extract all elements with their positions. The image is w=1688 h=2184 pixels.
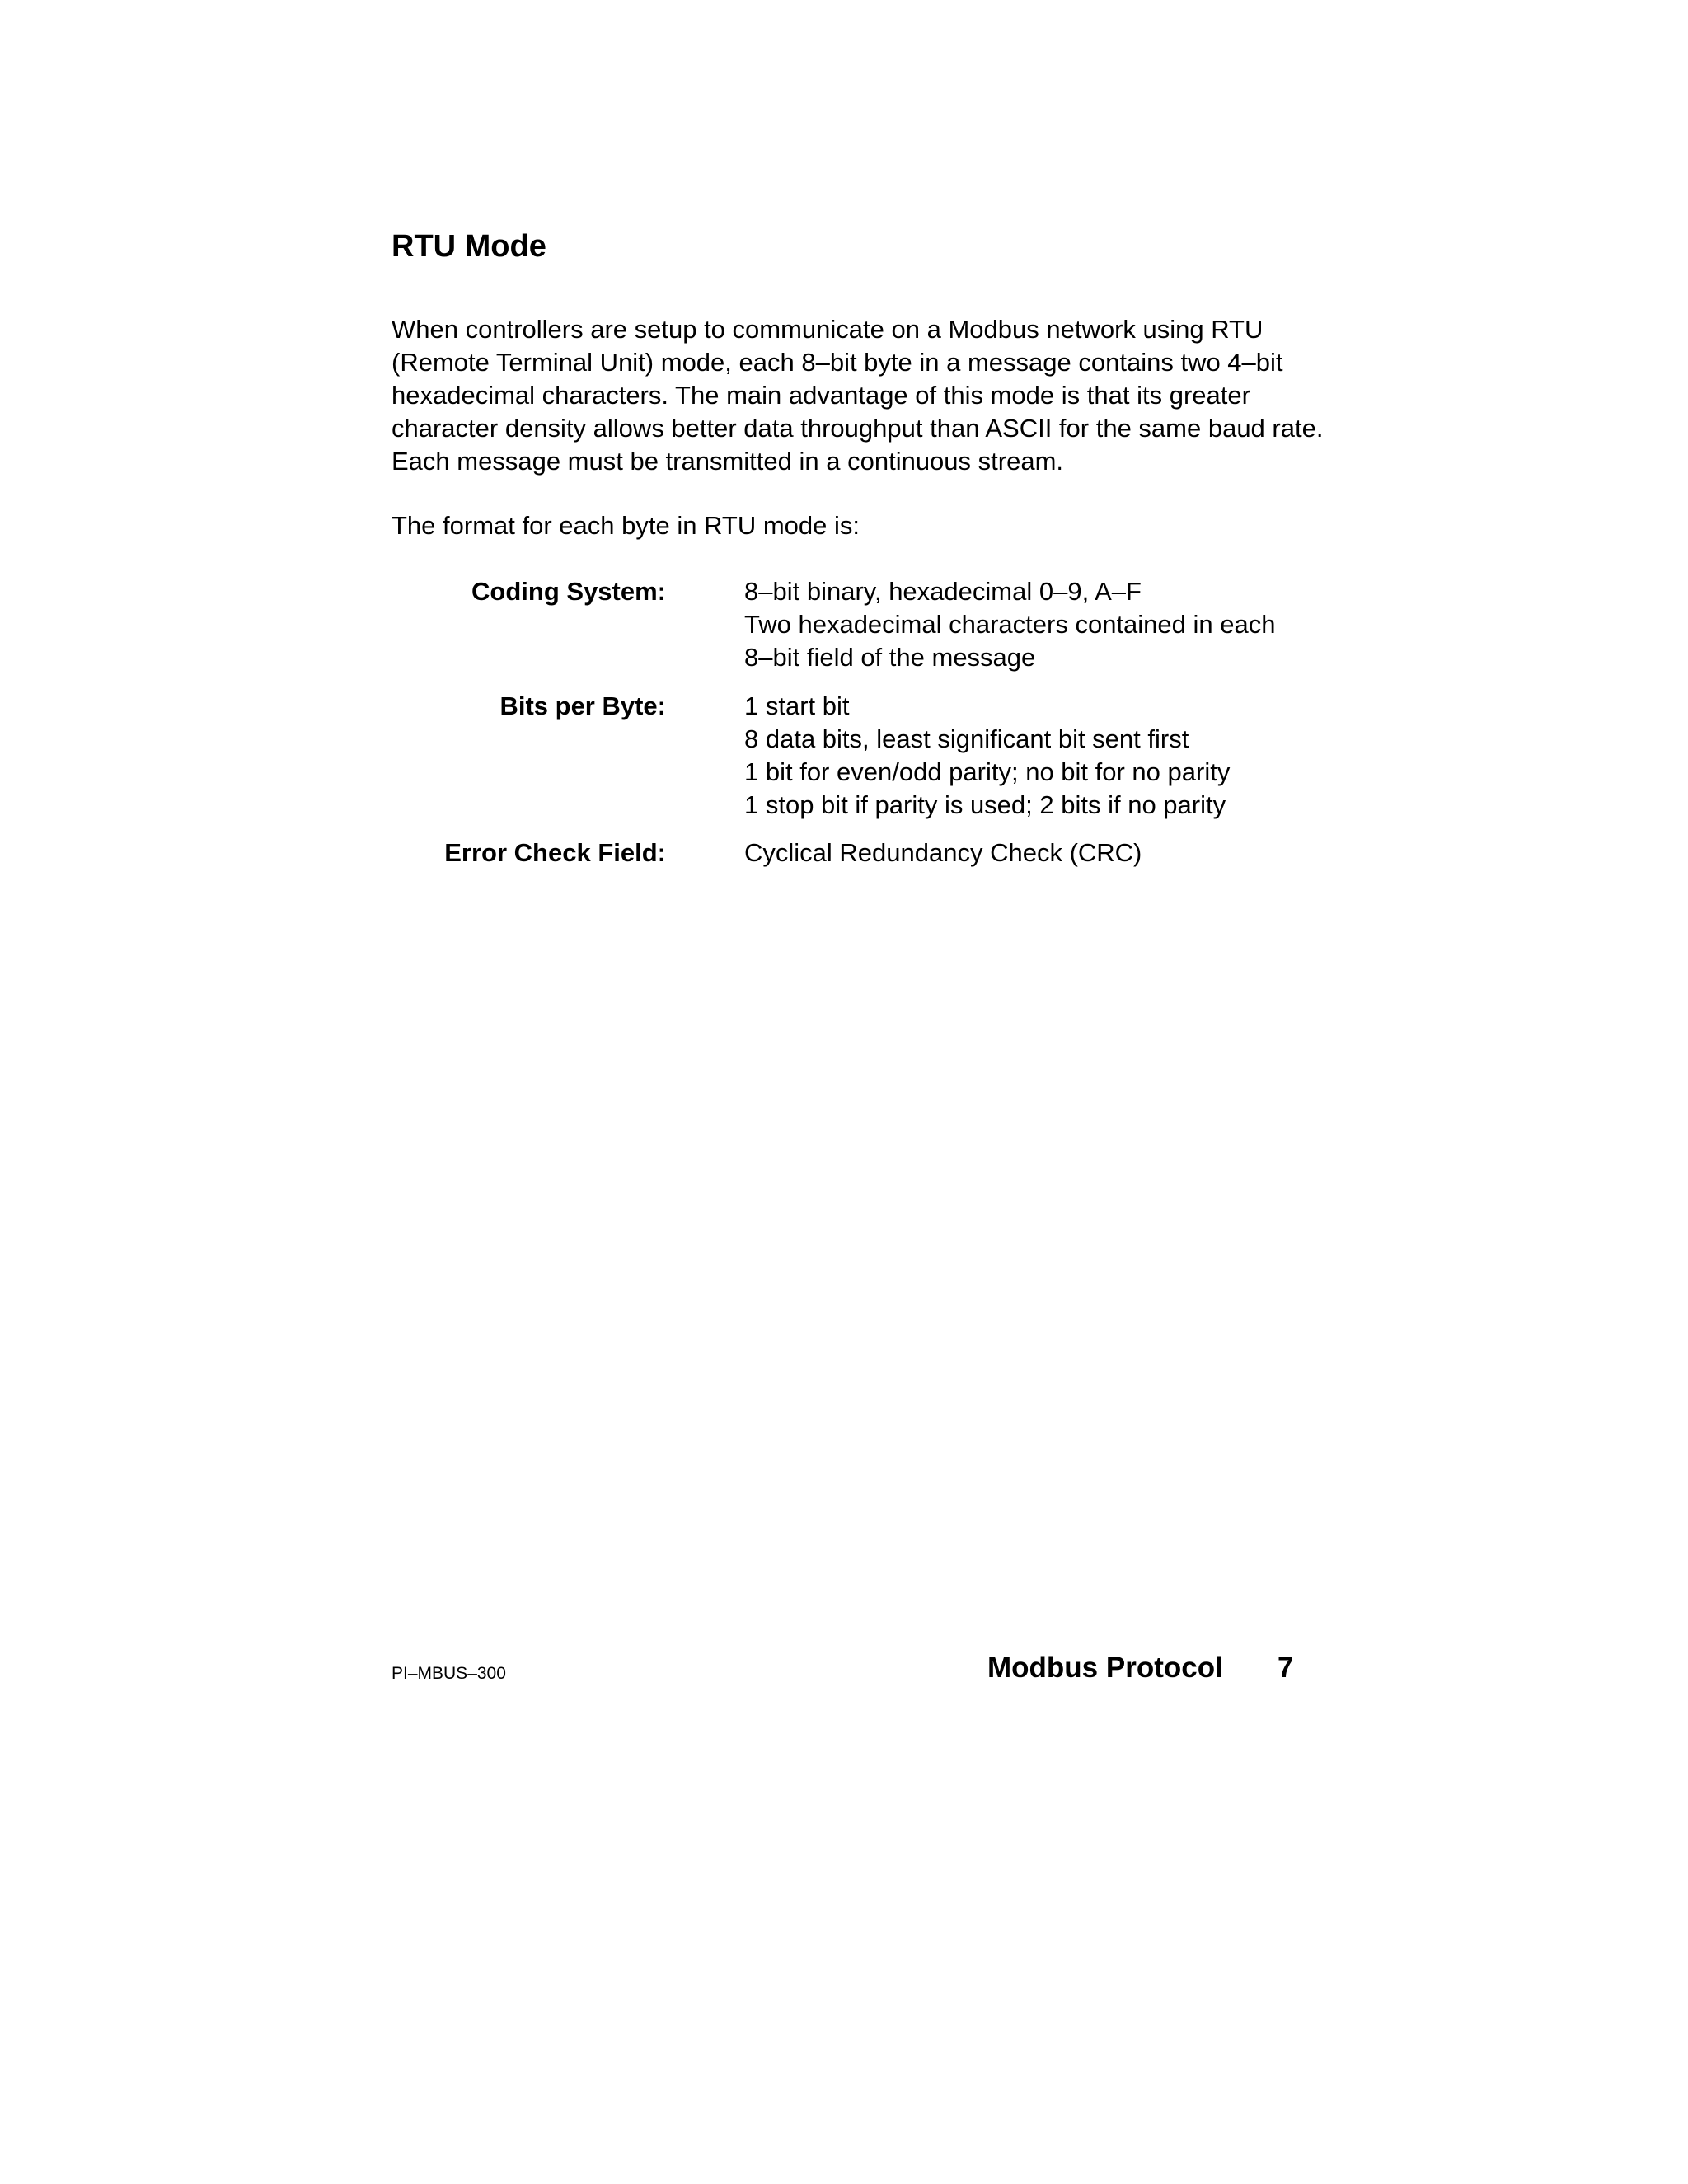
spec-value-line: 8–bit field of the message bbox=[744, 643, 1036, 672]
footer-document-id: PI–MBUS–300 bbox=[392, 1664, 506, 1683]
spec-value-line: 1 stop bit if parity is used; 2 bits if no parity bbox=[744, 790, 1226, 819]
intro-line: When controllers are setup to communicate on a Modbus network using RTU bbox=[392, 315, 1264, 344]
spec-values bbox=[744, 690, 1321, 822]
spec-value-line: Cyclical Redundancy Check (CRC) bbox=[744, 838, 1142, 867]
spec-label: Error Check Field: bbox=[444, 838, 666, 867]
spec-value-line: 1 start bit bbox=[744, 691, 850, 720]
format-intro-paragraph: The format for each byte in RTU mode is: bbox=[392, 511, 860, 540]
spec-values bbox=[744, 575, 1321, 674]
spec-value-line: 1 bit for even/odd parity; no bit for no parity bbox=[744, 757, 1231, 786]
spec-values bbox=[744, 837, 1321, 869]
footer-page-number: 7 bbox=[1278, 1652, 1294, 1684]
spec-value-line: 8–bit binary, hexadecimal 0–9, A–F bbox=[744, 577, 1142, 606]
spec-value-line: Two hexadecimal characters contained in each bbox=[744, 610, 1276, 639]
intro-paragraph bbox=[392, 313, 1324, 478]
spec-label: Coding System: bbox=[471, 577, 666, 606]
spec-value-line: 8 data bits, least significant bit sent first bbox=[744, 724, 1189, 753]
footer-title: Modbus Protocol bbox=[987, 1652, 1223, 1684]
intro-line: (Remote Terminal Unit) mode, each 8–bit byte in a message contains two 4–bit bbox=[392, 348, 1283, 377]
intro-line: hexadecimal characters. The main advantage of this mode is that its greater bbox=[392, 381, 1250, 410]
spec-label: Bits per Byte: bbox=[499, 691, 666, 720]
section-heading: RTU Mode bbox=[392, 229, 546, 264]
intro-line: Each message must be transmitted in a continuous stream. bbox=[392, 447, 1064, 476]
intro-line: character density allows better data throughput than ASCII for the same baud rate. bbox=[392, 414, 1324, 443]
